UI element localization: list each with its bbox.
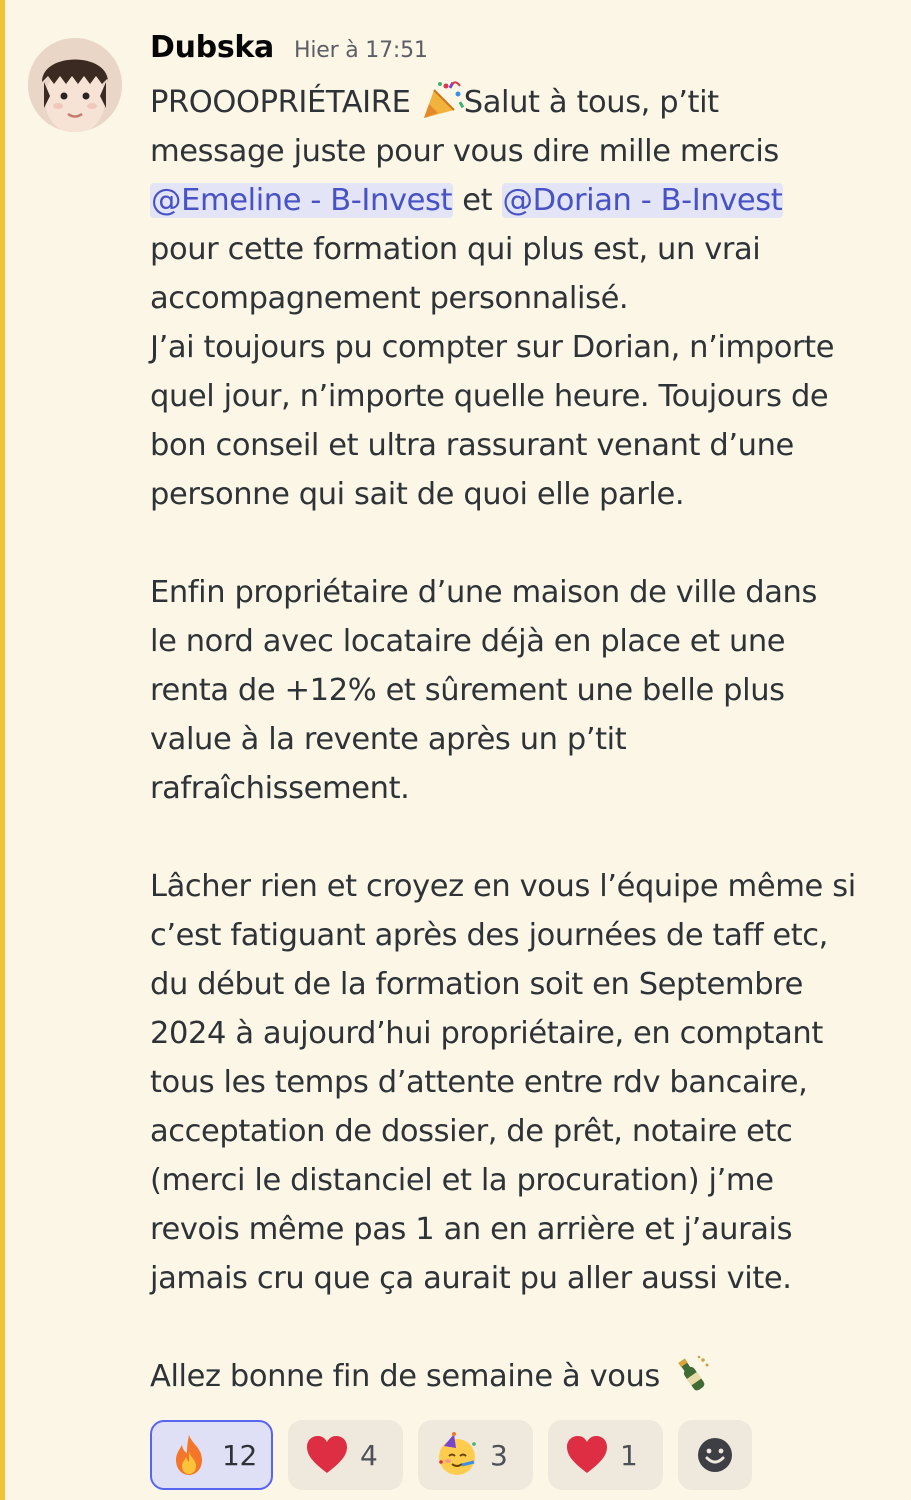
message-text: pour cette formation qui plus est, un vrai <box>150 232 761 267</box>
message-content <box>150 78 890 1401</box>
message-line <box>150 176 890 225</box>
message-line <box>150 78 890 127</box>
paragraph-gap <box>150 519 890 568</box>
message-text: 2024 à aujourd’hui propriétaire, en comptant <box>150 1016 823 1051</box>
message-text: du début de la formation soit en Septembre <box>150 967 804 1002</box>
message-line <box>150 911 890 960</box>
message-line <box>150 960 890 1009</box>
red-heart-icon <box>304 1432 350 1478</box>
message-line <box>150 1009 890 1058</box>
username[interactable]: Dubska <box>150 30 274 65</box>
message-text: quel jour, n’importe quelle heure. Toujours de <box>150 379 829 414</box>
message-text: PROOOPRIÉTAIRE <box>150 85 420 120</box>
reaction-heart[interactable] <box>548 1420 663 1490</box>
partying-face-icon <box>434 1432 480 1478</box>
fire-icon <box>166 1432 212 1478</box>
message-text: bon conseil et ultra rassurant venant d’une <box>150 428 794 463</box>
message-line <box>150 274 890 323</box>
reaction-count: 4 <box>360 1438 378 1472</box>
message-line <box>150 372 890 421</box>
reaction-count: 12 <box>222 1438 258 1472</box>
message-header <box>150 30 428 76</box>
reactions-bar <box>150 1420 752 1490</box>
message-line <box>150 323 890 372</box>
paragraph-gap <box>150 1303 890 1352</box>
message-line <box>150 225 890 274</box>
message-line <box>150 1156 890 1205</box>
timestamp[interactable]: Hier à 17:51 <box>294 38 428 63</box>
message-text: Enfin propriétaire d’une maison de ville dans <box>150 575 817 610</box>
message-text: jamais cru que ça aurait pu aller aussi vite. <box>150 1261 792 1296</box>
message-text: rafraîchissement. <box>150 771 410 806</box>
message-text: Salut à tous, p’tit <box>463 85 719 120</box>
reaction-count: 3 <box>490 1438 508 1472</box>
message-line <box>150 568 890 617</box>
message-text: c’est fatiguant après des journées de taff etc, <box>150 918 828 953</box>
user-mention[interactable]: @Emeline - B-Invest <box>151 183 453 218</box>
reaction-heart[interactable] <box>288 1420 403 1490</box>
message-line <box>150 1205 890 1254</box>
message-text: acceptation de dossier, de prêt, notaire etc <box>150 1114 793 1149</box>
message-line <box>150 764 890 813</box>
user-mention[interactable]: @Dorian - B-Invest <box>502 183 783 218</box>
message-text: le nord avec locataire déjà en place et une <box>150 624 786 659</box>
message-text: revois même pas 1 an en arrière et j’aurais <box>150 1212 793 1247</box>
message-text: renta de +12% et sûrement une belle plus <box>150 673 785 708</box>
avatar[interactable] <box>28 38 122 132</box>
paragraph-gap <box>150 813 890 862</box>
reaction-partying-face[interactable] <box>418 1420 533 1490</box>
message-text: Lâcher rien et croyez en vous l’équipe même si <box>150 869 856 904</box>
red-heart-icon <box>564 1432 610 1478</box>
message-text: accompagnement personnalisé. <box>150 281 629 316</box>
message-line <box>150 1352 890 1401</box>
message-line <box>150 617 890 666</box>
message-text: tous les temps d’attente entre rdv bancaire, <box>150 1065 808 1100</box>
party-popper-icon <box>420 80 464 120</box>
add-reaction-button[interactable] <box>678 1420 752 1490</box>
message-line <box>150 1058 890 1107</box>
message-line <box>150 470 890 519</box>
add-reaction-smiley-icon <box>695 1435 735 1475</box>
message-line <box>150 421 890 470</box>
message-text: Allez bonne fin de semaine à vous <box>150 1359 670 1394</box>
message-text: (merci le distanciel et la procuration) j’me <box>150 1163 774 1198</box>
message-line <box>150 127 890 176</box>
message-line <box>150 715 890 764</box>
avatar-image <box>28 38 122 132</box>
message-line <box>150 1254 890 1303</box>
message-text: J’ai toujours pu compter sur Dorian, n’importe <box>150 330 835 365</box>
reaction-fire[interactable] <box>150 1420 273 1490</box>
message-text: value à la revente après un p’tit <box>150 722 627 757</box>
message-text: personne qui sait de quoi elle parle. <box>150 477 685 512</box>
message-line <box>150 666 890 715</box>
message-line <box>150 862 890 911</box>
message-line <box>150 1107 890 1156</box>
message-text: et <box>453 183 502 218</box>
message-text: message juste pour vous dire mille mercis <box>150 134 779 169</box>
champagne-bottle-icon <box>669 1354 713 1394</box>
reaction-count: 1 <box>620 1438 638 1472</box>
